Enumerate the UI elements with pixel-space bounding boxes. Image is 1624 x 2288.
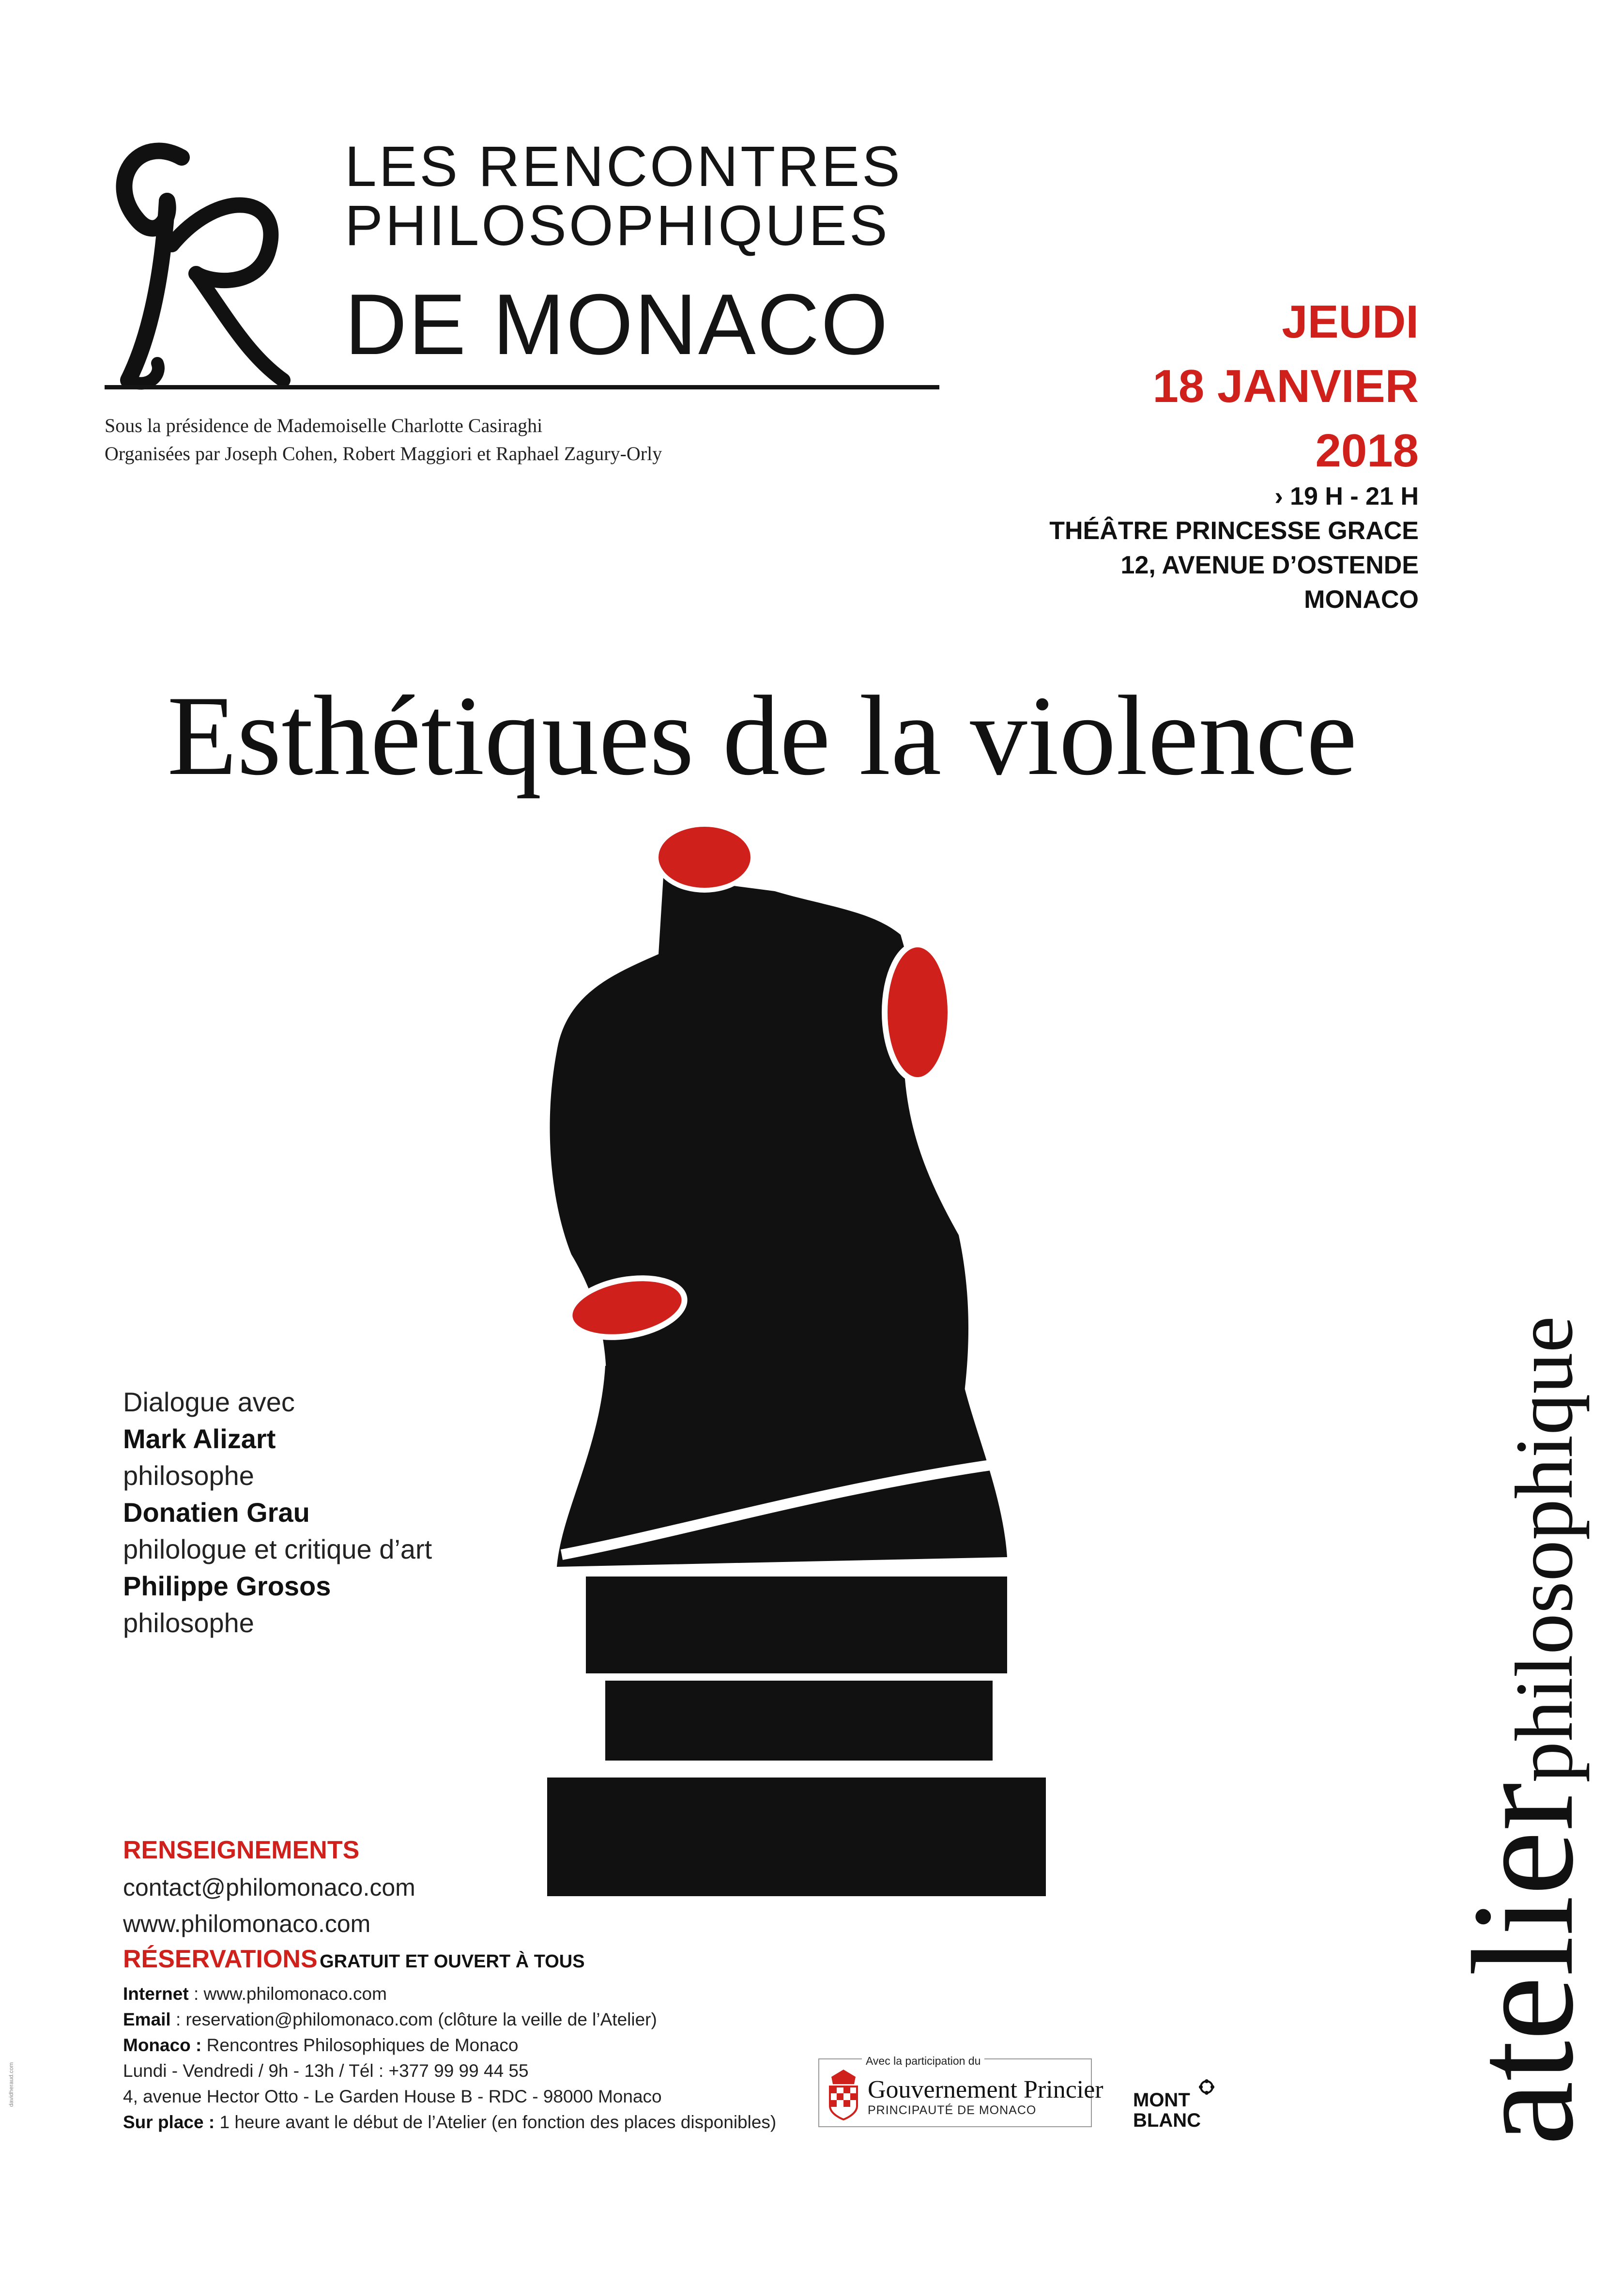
reservations-heading-row: [123, 1945, 585, 1974]
resa-address: 4, avenue Hector Otto - Le Garden House B - RDC - 98000 Monaco: [123, 2087, 662, 2106]
speaker-role: philosophe: [123, 1460, 254, 1491]
dialogue-block: [123, 1384, 432, 1641]
event-date: [1152, 290, 1419, 483]
presidence-text: Sous la présidence de Mademoiselle Charlotte Casiraghi: [105, 415, 543, 436]
torso-statue-illustration: [542, 819, 1056, 1942]
presidence-block: [105, 412, 662, 468]
speaker-name: Philippe Grosos: [123, 1571, 331, 1601]
renseignements-block: [123, 1870, 415, 1942]
partner-caption: Avec la participation du: [862, 2055, 984, 2068]
resa-surplace-row: [123, 2109, 776, 2135]
dialogue-intro: Dialogue avec: [123, 1387, 295, 1417]
series-word-philosophique: philosophique: [1499, 1316, 1590, 1783]
org-name-line1: LES RENCONTRES: [345, 135, 903, 199]
montblanc-line1: MONT: [1133, 2089, 1190, 2111]
event-time-row: [1049, 479, 1419, 514]
resa-monaco-row: [123, 2032, 776, 2058]
organisers-text: Organisées par Joseph Cohen, Robert Maggiori et Raphael Zagury-Orly: [105, 443, 662, 464]
credit-label: [0, 2010, 15, 2107]
speaker-name: Mark Alizart: [123, 1423, 276, 1454]
org-name: [345, 135, 903, 258]
series-label: [1283, 1250, 1603, 2170]
logo-divider: [105, 385, 939, 389]
reservations-subheading: GRATUIT ET OUVERT À TOUS: [320, 1951, 585, 1972]
series-word-atelier: atelier: [1442, 1782, 1603, 2146]
event-date-text: 18 JANVIER: [1152, 360, 1419, 412]
org-name-line3: DE MONACO: [345, 276, 889, 372]
resa-email-label: Email: [123, 2010, 171, 2029]
event-city: MONACO: [1304, 586, 1419, 614]
renseignements-heading: RENSEIGNEMENTS: [123, 1836, 360, 1864]
resa-surplace-label: Sur place :: [123, 2112, 215, 2132]
resa-monaco-label: Monaco :: [123, 2035, 202, 2055]
montblanc-logo: [1133, 2090, 1201, 2131]
website-link[interactable]: www.philomonaco.com: [123, 1910, 371, 1937]
reservations-heading: RÉSERVATIONS: [123, 1945, 318, 1973]
resa-email-row: [123, 2007, 776, 2032]
montblanc-star-icon: [1198, 2079, 1215, 2095]
partner-subtitle: PRINCIPAUTÉ DE MONACO: [868, 2103, 1037, 2117]
speaker-role: philologue et critique d’art: [123, 1534, 432, 1564]
partner-title: Gouvernement Princier: [868, 2076, 1103, 2103]
speaker-name: Donatien Grau: [123, 1497, 310, 1528]
event-day: JEUDI: [1282, 296, 1419, 348]
reservations-details: [123, 1981, 776, 2135]
resa-monaco-value: Rencontres Philosophiques de Monaco: [201, 2035, 519, 2055]
resa-internet-label: Internet: [123, 1984, 189, 2004]
montblanc-line2: BLANC: [1133, 2110, 1201, 2131]
org-name-line2: PHILOSOPHIQUES: [345, 194, 890, 258]
speaker-role: philosophe: [123, 1608, 254, 1638]
contact-email-link[interactable]: contact@philomonaco.com: [123, 1874, 415, 1901]
event-year: 2018: [1315, 425, 1419, 477]
event-info: [1049, 479, 1419, 617]
event-time: 19 H - 21 H: [1290, 482, 1419, 510]
resa-internet-row: [123, 1981, 776, 2007]
resa-email-value[interactable]: : reservation@philomonaco.com (clôture la veille de l’Atelier): [170, 2010, 657, 2029]
page-title: Esthétiques de la violence: [167, 673, 1357, 799]
resa-hours: Lundi - Vendredi / 9h - 13h / Tél : +377 99 99 44 55: [123, 2061, 529, 2081]
logo-rp-monogram-icon: [109, 128, 293, 400]
event-venue: THÉÂTRE PRINCESSE GRACE: [1049, 517, 1419, 545]
resa-surplace-value: 1 heure avant le début de l’Atelier (en fonction des places disponibles): [214, 2112, 777, 2132]
monaco-crest-icon: [824, 2067, 863, 2120]
event-address: 12, AVENUE D’OSTENDE: [1120, 551, 1419, 579]
chevron-right-icon: ›: [1274, 482, 1290, 510]
resa-internet-value[interactable]: : www.philomonaco.com: [188, 1984, 387, 2004]
credit-text: davidheraud.com: [8, 2062, 15, 2107]
